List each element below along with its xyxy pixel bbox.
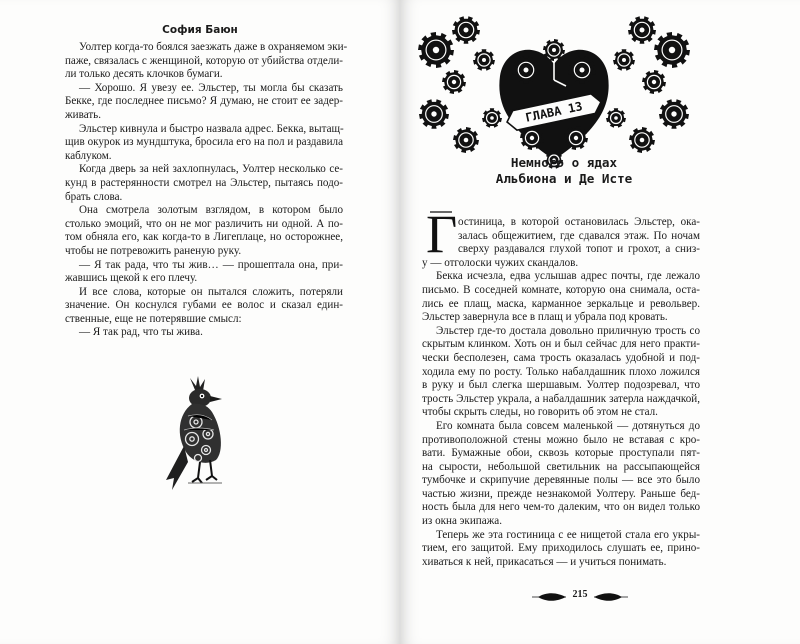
- text-line: паже, связалась с женщиной, которую от убийства отдели-: [65, 54, 343, 67]
- gear-hub: [452, 80, 456, 84]
- gear-hub: [490, 116, 494, 120]
- gear-hub: [652, 80, 656, 84]
- text-line: в руку и был слегка шершавым. Уолтер подозревал, что: [422, 379, 700, 392]
- chapter-label: ГЛАВА 13: [524, 99, 584, 125]
- left-page-text: [65, 41, 348, 340]
- text-line: чтобы не потревожить раненую руку.: [65, 244, 242, 257]
- gear-hub: [574, 136, 578, 140]
- gear-hub: [464, 138, 469, 143]
- text-line: брать слова.: [65, 190, 123, 203]
- running-head: София Баюн: [162, 24, 238, 36]
- text-line: у — отголоски чужих скандалов.: [422, 256, 579, 269]
- text-line: чтобы скрыть следы, но говорить об этом не стал.: [422, 406, 658, 419]
- gear-hub: [482, 58, 486, 62]
- text-line: значение. Он коснулся губами ее волос и сказал един-: [65, 299, 343, 312]
- gear-hub: [669, 47, 675, 53]
- gears-heart-ornament: [414, 10, 694, 178]
- gear-hub: [433, 47, 439, 53]
- text-line: остиница, в которой остановилась Эльстер, ока-: [458, 216, 700, 228]
- text-line: тием, его защитой. Ему приходилось слушать ее, прино-: [422, 542, 700, 555]
- text-line: ходила ему по росту. Только набалдашник плохо ложился: [422, 365, 700, 378]
- text-line: кунд в растерянности смотрел на Эльстер, пытаясь подо-: [65, 176, 343, 189]
- text-line: ность была для него чем-то далеким, что он видел только: [422, 501, 700, 514]
- text-line: жавшись щекой к его плечу.: [65, 272, 198, 285]
- text-line: залась общежитием, где сдавался этаж. По ночам: [458, 229, 700, 242]
- text-line: чески бесполезен, сама трость оказалась удобной и под-: [422, 351, 700, 364]
- text-line: Бекке, где последнее письмо? Я думаю, не стоит ее задер-: [65, 95, 343, 108]
- text-line: на сырости, небольшой светильник на рассыпающейся: [422, 460, 700, 473]
- text-line: Теперь же эта гостиница с ее нищетой стала его укры-: [436, 528, 700, 541]
- gear-hub: [640, 138, 645, 143]
- gear-hub: [622, 58, 626, 62]
- text-line: ли только десять клочков бумаги.: [65, 68, 223, 81]
- text-line: живать.: [65, 108, 102, 121]
- text-line: вати. Бумажные обои, сквозь которые проступали пят-: [422, 447, 700, 460]
- text-line: — Я так рад, что ты жива.: [79, 326, 203, 339]
- text-line: Когда дверь за ней захлопнулась, Уолтер несколько се-: [79, 163, 343, 176]
- text-line: ственные, еще не потерявшие смысл:: [65, 312, 242, 325]
- text-line: — Хорошо. Я увезу ее. Эльстер, ты могла бы сказать: [79, 81, 343, 94]
- text-line: каблуком.: [65, 149, 112, 162]
- text-line: Она смотрела золотым взглядом, в котором было: [79, 204, 343, 217]
- gear-hub: [524, 68, 529, 73]
- text-line: Уолтер когда-то боялся заезжать даже в охраняемом эки-: [79, 41, 348, 53]
- chapter-title-line: Немного о ядах: [510, 155, 618, 170]
- gear-hub: [580, 68, 585, 73]
- text-line: том обняла его, как когда-то в Лигеплаце, но осторожнее,: [65, 231, 343, 244]
- text-line: противоположной стены можно было не вставая с кро-: [422, 433, 700, 446]
- text-line: Эльстер кивнула и быстро назвала адрес. Бекка, вытащ-: [79, 122, 344, 135]
- gear-hub: [671, 111, 676, 116]
- gear-hub: [614, 116, 618, 120]
- text-line: лись ее плащ, маска, карманное зеркальце и револьвер.: [422, 297, 700, 310]
- text-line: из окна экипажа.: [422, 515, 502, 528]
- chapter-title: [470, 155, 658, 187]
- text-line: сверху раздавался глухой топот и грохот, а сниз-: [458, 243, 700, 256]
- text-line: — Я так рада, что ты жив… — прошептала она, при-: [79, 258, 343, 271]
- text-line: Эльстер где-то достала довольно приличную трость со: [436, 324, 700, 337]
- text-line: Его комната была совсем маленькой — дотянуться до: [436, 419, 700, 432]
- text-line: щив окурок из мундштука, бросила его на пол и раздавила: [65, 136, 343, 149]
- gear-hub: [464, 28, 469, 33]
- text-line: Эльстер завернула все в плащ и убрала под кровать.: [422, 311, 668, 324]
- text-line: столько эмоций, что он не мог различить ни одной. А по-: [65, 217, 343, 230]
- gear-hub: [640, 28, 645, 33]
- chapter-title-line: Альбиона и Де Исте: [495, 171, 633, 186]
- text-line: хиваться к ней, прикасаться — и учиться понимать.: [422, 555, 667, 568]
- text-line: И все слова, которые он пытался сложить, потеряли: [79, 285, 343, 298]
- text-line: трость Эльстер украла, а набалдашник затерла наждачкой,: [422, 392, 700, 405]
- gear-hub: [552, 48, 556, 52]
- page-number: 215: [572, 589, 588, 600]
- text-line: письмо. В соседней комнате, которую она снимала, оста-: [422, 283, 700, 296]
- text-line: Бекка исчезла, едва услышав адрес почты, где лежало: [436, 270, 700, 283]
- text-line: частью жизни, прежде незнакомой Уолтеру. Раньше бед-: [422, 487, 700, 500]
- gear-hub: [530, 136, 534, 140]
- gear-hub: [431, 111, 436, 116]
- drop-cap-letter: Г: [426, 208, 458, 258]
- bird-illustration: [162, 376, 244, 494]
- text-line: скрытым клинком. Хоть он и был сейчас для него практи-: [422, 338, 700, 351]
- text-line: тумбочке и скрипучие деревянные полы — все это было: [422, 474, 700, 487]
- right-page-text: [422, 216, 700, 569]
